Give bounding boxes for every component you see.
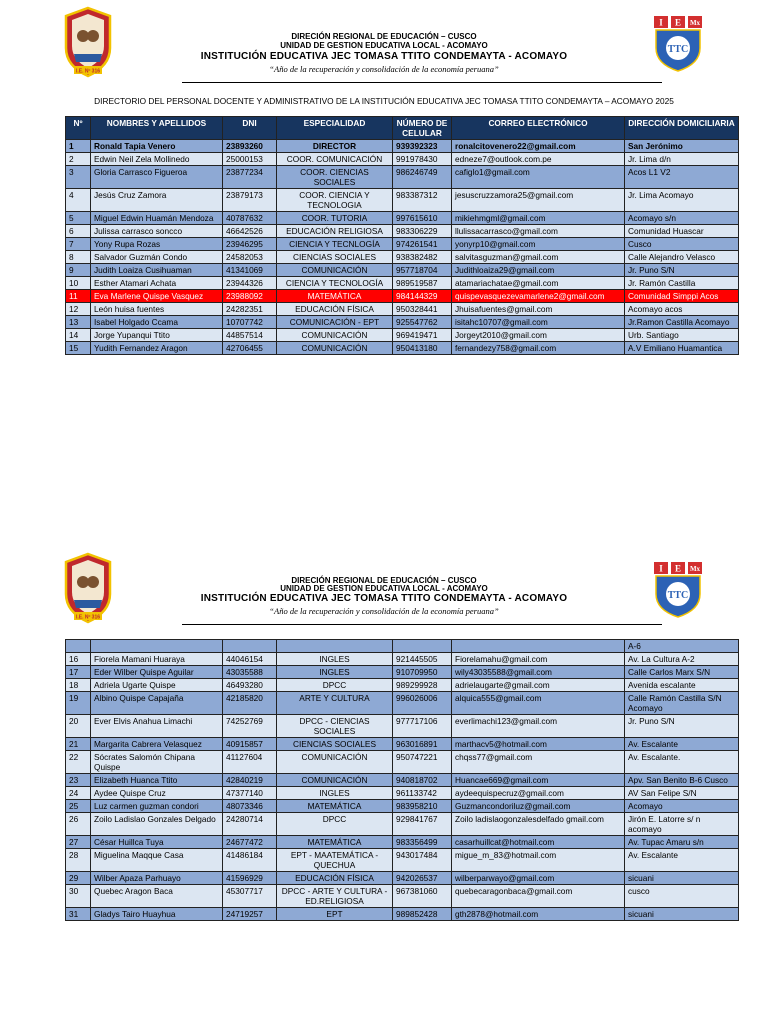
cell-number: 2: [66, 153, 91, 166]
cell-dni: 48073346: [223, 800, 277, 813]
table-row: [66, 800, 739, 813]
table-row: [66, 813, 739, 836]
svg-text:E: E: [674, 17, 682, 28]
cell-specialty: [277, 640, 393, 653]
cell-address: Apv. San Benito B-6 Cusco: [625, 774, 739, 787]
table-row: [66, 738, 739, 751]
cell-specialty: MATEMÁTICA: [277, 836, 393, 849]
cell-phone: 983356499: [393, 836, 452, 849]
institution-shield-logo: [650, 560, 706, 618]
cell-specialty: EDUCACIÓN FÍSICA: [277, 303, 393, 316]
cell-address: Av. Escalante.: [625, 751, 739, 774]
cell-name: Eva Marlene Quispe Vasquez: [91, 290, 223, 303]
cell-specialty: DIRECTOR: [277, 140, 393, 153]
cell-name: Yudith Fernandez Aragon: [91, 342, 223, 355]
cell-name: Miguelina Maqque Casa: [91, 849, 223, 872]
cell-specialty: MATEMÁTICA: [277, 290, 393, 303]
cell-email: quebecaragonbaca@gmail.com: [452, 885, 625, 908]
cell-specialty: DPCC: [277, 813, 393, 836]
cell-email: Zoilo ladislaogonzalesdelfado gmail.com: [452, 813, 625, 836]
cell-address: A.V Emiliano Huamantica: [625, 342, 739, 355]
institution-shield-logo: [650, 14, 706, 72]
cell-name: Jesús Cruz Zamora: [91, 189, 223, 212]
cell-specialty: COOR. COMUNICACIÓN: [277, 153, 393, 166]
table-row: [66, 640, 739, 653]
cell-name: Wilber Apaza Parhuayo: [91, 872, 223, 885]
cell-address: sicuani: [625, 908, 739, 921]
svg-text:Mx: Mx: [689, 565, 701, 573]
cell-email: quispevasquezevamarlene2@gmail.com: [452, 290, 625, 303]
cell-number: 1: [66, 140, 91, 153]
cell-email: alquica555@gmail.com: [452, 692, 625, 715]
cell-specialty: CIENCIAS SOCIALES: [277, 738, 393, 751]
cell-name: Ronald Tapia Venero: [91, 140, 223, 153]
cell-phone: 996026006: [393, 692, 452, 715]
cell-name: Gloria Carrasco Figueroa: [91, 166, 223, 189]
staff-directory-table-page2: [65, 639, 739, 921]
table-header-row: [66, 117, 739, 140]
col-header-phone: NÚMERO DE CELULAR: [393, 117, 452, 140]
cell-phone: 989852428: [393, 908, 452, 921]
cell-email: Jhuisafuentes@gmail.com: [452, 303, 625, 316]
table-row: [66, 251, 739, 264]
cell-address: Av. Escalante: [625, 738, 739, 751]
cell-phone: 984144329: [393, 290, 452, 303]
cell-phone: 961133742: [393, 787, 452, 800]
header-line-ugel: UNIDAD DE GESTION EDUCATIVA LOCAL - ACOMAYO: [280, 584, 488, 593]
cell-name: Quebec Aragon Baca: [91, 885, 223, 908]
cell-email: Guzmancondoriluz@gmail.com: [452, 800, 625, 813]
cell-address: A-6: [625, 640, 739, 653]
table-row: [66, 908, 739, 921]
cell-number: 27: [66, 836, 91, 849]
svg-text:E: E: [674, 563, 682, 574]
cell-name: Jorge Yupanqui Ttito: [91, 329, 223, 342]
cell-phone: 950328441: [393, 303, 452, 316]
cell-address: sicuani: [625, 872, 739, 885]
cell-address: Comunidad Simppi Acos: [625, 290, 739, 303]
table-row: [66, 872, 739, 885]
cell-name: Margarita Cabrera Velasquez: [91, 738, 223, 751]
staff-directory-table-page1: [65, 116, 739, 355]
cell-specialty: EPT - MAATEMÁTICA - QUECHUA: [277, 849, 393, 872]
cell-address: Calle Carlos Marx S/N: [625, 666, 739, 679]
cell-specialty: COMUNICACIÓN: [277, 329, 393, 342]
cell-address: Jr. Puno S/N: [625, 715, 739, 738]
cell-email: Judithloaiza29@gmail.com: [452, 264, 625, 277]
cell-name: Aydee Quispe Cruz: [91, 787, 223, 800]
svg-text:I: I: [659, 563, 663, 574]
cell-name: Yony Rupa Rozas: [91, 238, 223, 251]
cell-number: 18: [66, 679, 91, 692]
cell-email: isitahc10707@gmail.com: [452, 316, 625, 329]
cell-dni: 10707742: [223, 316, 277, 329]
svg-text:TTC: TTC: [667, 590, 689, 601]
cell-dni: 42840219: [223, 774, 277, 787]
cell-number: 16: [66, 653, 91, 666]
cell-dni: 23946295: [223, 238, 277, 251]
cell-name: Sócrates Salomón Chipana Quispe: [91, 751, 223, 774]
cell-number: 22: [66, 751, 91, 774]
cell-email: casarhuillcat@hotmail.com: [452, 836, 625, 849]
cell-phone: 938382482: [393, 251, 452, 264]
table-row: [66, 303, 739, 316]
cell-specialty: CIENCIA Y TECNOLOGÍA: [277, 277, 393, 290]
cell-address: Comunidad Huascar: [625, 225, 739, 238]
header-line-institution: INSTITUCIÓN EDUCATIVA JEC TOMASA TTITO CONDEMAYTA - ACOMAYO: [200, 51, 568, 62]
table-row: [66, 692, 739, 715]
cell-dni: 23944326: [223, 277, 277, 290]
cell-phone: 997615610: [393, 212, 452, 225]
cell-address: Jr. Puno S/N: [625, 264, 739, 277]
col-header-email: CORREO ELECTRÓNICO: [452, 117, 625, 140]
cell-phone: 957718704: [393, 264, 452, 277]
cell-address: Jr. Lima d/n: [625, 153, 739, 166]
header-line-regional: DIRECIÓN REGIONAL DE EDUCACIÓN – CUSCO: [291, 576, 477, 585]
header-rule: [182, 624, 662, 625]
col-header-name: NOMBRES Y APELLIDOS: [91, 117, 223, 140]
cell-specialty: EDUCACIÓN RELIGIOSA: [277, 225, 393, 238]
cell-name: Judith Loaiza Cusihuaman: [91, 264, 223, 277]
cell-number: 19: [66, 692, 91, 715]
cell-name: Albino Quispe Capajaña: [91, 692, 223, 715]
table-row: [66, 212, 739, 225]
cell-dni: 46493280: [223, 679, 277, 692]
table-row: [66, 836, 739, 849]
cell-number: 7: [66, 238, 91, 251]
cell-address: Jr.Ramon Castilla Acomayo: [625, 316, 739, 329]
page1-header: [0, 0, 768, 80]
cell-address: Jr. Ramón Castilla: [625, 277, 739, 290]
cell-email: yonyrp10@gmail.com: [452, 238, 625, 251]
table-row: [66, 679, 739, 692]
table-row: [66, 774, 739, 787]
table-row: [66, 751, 739, 774]
cell-number: 23: [66, 774, 91, 787]
cell-phone: 921445505: [393, 653, 452, 666]
cell-number: 28: [66, 849, 91, 872]
cell-specialty: COOR. CIENCIAS SOCIALES: [277, 166, 393, 189]
cell-phone: 910709950: [393, 666, 452, 679]
cell-specialty: MATEMÁTICA: [277, 800, 393, 813]
table-row: [66, 666, 739, 679]
cell-number: 3: [66, 166, 91, 189]
cell-phone: 940818702: [393, 774, 452, 787]
cell-phone: 929841767: [393, 813, 452, 836]
cell-specialty: INGLES: [277, 787, 393, 800]
cell-email: cafiglo1@gmail.com: [452, 166, 625, 189]
cell-dni: 41596929: [223, 872, 277, 885]
cell-address: Calle Ramón Castilla S/N Acomayo: [625, 692, 739, 715]
cell-name: Isabel Holgado Ccama: [91, 316, 223, 329]
table-row: [66, 849, 739, 872]
cell-dni: 44857514: [223, 329, 277, 342]
cell-address: Av. Tupac Amaru s/n: [625, 836, 739, 849]
cell-phone: 974261541: [393, 238, 452, 251]
cell-specialty: COOR. TUTORIA: [277, 212, 393, 225]
cell-dni: 24677472: [223, 836, 277, 849]
cell-specialty: ARTE Y CULTURA: [277, 692, 393, 715]
svg-text:I.E. Nº 316: I.E. Nº 316: [75, 68, 101, 75]
cell-number: 13: [66, 316, 91, 329]
cell-specialty: INGLES: [277, 653, 393, 666]
cell-dni: 44046154: [223, 653, 277, 666]
svg-text:I: I: [659, 17, 663, 28]
table-row: [66, 329, 739, 342]
cell-number: 12: [66, 303, 91, 316]
cell-address: Cusco: [625, 238, 739, 251]
cell-phone: 983306229: [393, 225, 452, 238]
cell-dni: 23893260: [223, 140, 277, 153]
cell-email: chqss77@gmail.com: [452, 751, 625, 774]
table-row: [66, 264, 739, 277]
cell-address: Urb. Santiago: [625, 329, 739, 342]
col-header-dni: DNI: [223, 117, 277, 140]
cell-phone: 983387312: [393, 189, 452, 212]
cell-name: Edwin Neil Zela Mollinedo: [91, 153, 223, 166]
cell-phone: 942026537: [393, 872, 452, 885]
cell-number: 9: [66, 264, 91, 277]
header-line-institution: INSTITUCIÓN EDUCATIVA JEC TOMASA TTITO CONDEMAYTA - ACOMAYO: [200, 593, 568, 604]
cell-dni: 24282351: [223, 303, 277, 316]
cell-name: Miguel Edwin Huamán Mendoza: [91, 212, 223, 225]
cell-specialty: COMUNICACIÓN: [277, 774, 393, 787]
cell-phone: 967381060: [393, 885, 452, 908]
table-row: [66, 189, 739, 212]
table-row: [66, 153, 739, 166]
cell-dni: 42706455: [223, 342, 277, 355]
cell-email: Jorgeyt2010@gmail.com: [452, 329, 625, 342]
cell-specialty: DPCC: [277, 679, 393, 692]
cell-number: 4: [66, 189, 91, 212]
cell-specialty: EPT: [277, 908, 393, 921]
cell-name: Ever Elvis Anahua Limachi: [91, 715, 223, 738]
cell-number: 17: [66, 666, 91, 679]
table-row: [66, 238, 739, 251]
cell-number: 15: [66, 342, 91, 355]
table-row: [66, 290, 739, 303]
table-row: [66, 316, 739, 329]
cell-address: Av. La Cultura A-2: [625, 653, 739, 666]
col-header-number: Nº: [66, 117, 91, 140]
cell-address: cusco: [625, 885, 739, 908]
cell-number: [66, 640, 91, 653]
cell-phone: 963016891: [393, 738, 452, 751]
cell-address: Acomayo acos: [625, 303, 739, 316]
cell-email: wily43035588@gmail.com: [452, 666, 625, 679]
cell-number: 24: [66, 787, 91, 800]
cell-specialty: DPCC - CIENCIAS SOCIALES: [277, 715, 393, 738]
cell-number: 6: [66, 225, 91, 238]
cell-address: Jirón E. Latorre s/ n acomayo: [625, 813, 739, 836]
cell-name: León huisa fuentes: [91, 303, 223, 316]
cell-email: wilberparwayo@gmail.com: [452, 872, 625, 885]
cell-name: Julissa carrasco soncco: [91, 225, 223, 238]
cell-name: Adriela Ugarte Quispe: [91, 679, 223, 692]
cell-number: 26: [66, 813, 91, 836]
cell-specialty: EDUCACIÓN FÍSICA: [277, 872, 393, 885]
cell-dni: 41341069: [223, 264, 277, 277]
cell-specialty: CIENCIAS SOCIALES: [277, 251, 393, 264]
cell-dni: 46642526: [223, 225, 277, 238]
cell-dni: 43035588: [223, 666, 277, 679]
cell-phone: 989519587: [393, 277, 452, 290]
cell-email: migue_m_83@hotmail.com: [452, 849, 625, 872]
cell-name: Esther Atamari Achata: [91, 277, 223, 290]
table-row: [66, 653, 739, 666]
cell-phone: 969419471: [393, 329, 452, 342]
cell-dni: 74252769: [223, 715, 277, 738]
cell-dni: 23877234: [223, 166, 277, 189]
cell-name: Salvador Guzmán Condo: [91, 251, 223, 264]
cell-specialty: CIENCIA Y TECNLOGÍA: [277, 238, 393, 251]
table-row: [66, 277, 739, 290]
cell-phone: 986246749: [393, 166, 452, 189]
cell-dni: 24280714: [223, 813, 277, 836]
cell-email: Fiorelamahu@gmail.com: [452, 653, 625, 666]
cell-address: Acomayo s/n: [625, 212, 739, 225]
header-rule: [182, 82, 662, 83]
table-row: [66, 225, 739, 238]
cell-number: 8: [66, 251, 91, 264]
cell-number: 14: [66, 329, 91, 342]
col-header-address: DIRECCIÓN DOMICILIARIA: [625, 117, 739, 140]
cell-dni: 25000153: [223, 153, 277, 166]
cell-specialty: COOR. CIENCIA Y TECNOLOGIA: [277, 189, 393, 212]
svg-text:TTC: TTC: [667, 44, 689, 55]
cell-email: adrielaugarte@gmail.com: [452, 679, 625, 692]
cell-dni: 40787632: [223, 212, 277, 225]
cell-email: salvitasguzman@gmail.com: [452, 251, 625, 264]
header-line-motto: “Año de la recuperación y consolidación de la economía peruana”: [269, 64, 499, 74]
cell-specialty: INGLES: [277, 666, 393, 679]
cell-email: Huancae669@gmail.com: [452, 774, 625, 787]
cell-email: atamariachatae@gmail.com: [452, 277, 625, 290]
cell-dni: 41486184: [223, 849, 277, 872]
cell-phone: 925547762: [393, 316, 452, 329]
cell-dni: 45307717: [223, 885, 277, 908]
cell-number: 5: [66, 212, 91, 225]
directory-title: DIRECTORIO DEL PERSONAL DOCENTE Y ADMINISTRATIVO DE LA INSTITUCIÓN EDUCATIVA JEC TOMASA TTITO CONDEMAYTA – ACOMAYO 2025: [94, 96, 674, 106]
cell-name: Zoilo Ladislao Gonzales Delgado: [91, 813, 223, 836]
svg-text:I.E. Nº 316: I.E. Nº 316: [75, 614, 101, 621]
cell-address: Acos L1 V2: [625, 166, 739, 189]
cell-phone: 991978430: [393, 153, 452, 166]
table-row: [66, 715, 739, 738]
table-row: [66, 166, 739, 189]
cell-specialty: DPCC - ARTE Y CULTURA - ED.RELIGIOSA: [277, 885, 393, 908]
cell-email: marthacv5@hotmail.com: [452, 738, 625, 751]
cell-email: gth2878@hotmail.com: [452, 908, 625, 921]
cell-dni: [223, 640, 277, 653]
table-row: [66, 885, 739, 908]
cell-name: Elizabeth Huanca Ttito: [91, 774, 223, 787]
cell-phone: 989299928: [393, 679, 452, 692]
cell-email: edneze7@outlook.com.pe: [452, 153, 625, 166]
cell-number: 11: [66, 290, 91, 303]
cell-address: AV San Felipe S/N: [625, 787, 739, 800]
cell-email: llulissacarrasco@gmail.com: [452, 225, 625, 238]
cell-email: ronalcitovenero22@gmail.com: [452, 140, 625, 153]
cell-number: 31: [66, 908, 91, 921]
cell-name: Luz carmen guzman condori: [91, 800, 223, 813]
cell-dni: 40915857: [223, 738, 277, 751]
cell-name: César Huillca Tuya: [91, 836, 223, 849]
cell-phone: [393, 640, 452, 653]
cell-email: fernandezy758@gmail.com: [452, 342, 625, 355]
cell-address: Avenida escalante: [625, 679, 739, 692]
cell-address: San Jerónimo: [625, 140, 739, 153]
cell-number: 21: [66, 738, 91, 751]
table-row: [66, 787, 739, 800]
cell-name: [91, 640, 223, 653]
table-row: [66, 342, 739, 355]
cell-email: everlimachi123@gmail.com: [452, 715, 625, 738]
cell-phone: 939392323: [393, 140, 452, 153]
cell-number: 20: [66, 715, 91, 738]
cell-dni: 24719257: [223, 908, 277, 921]
cell-email: mikiehmgml@gmail.com: [452, 212, 625, 225]
cell-dni: 24582053: [223, 251, 277, 264]
cell-specialty: COMUNICACIÓN: [277, 264, 393, 277]
cell-specialty: COMUNICACIÓN: [277, 342, 393, 355]
header-line-ugel: UNIDAD DE GESTION EDUCATIVA LOCAL - ACOMAYO: [280, 41, 488, 50]
cell-dni: 47377140: [223, 787, 277, 800]
svg-text:Mx: Mx: [689, 19, 701, 27]
cell-number: 30: [66, 885, 91, 908]
cell-address: Calle Alejandro Velasco: [625, 251, 739, 264]
cell-phone: 950413180: [393, 342, 452, 355]
cell-address: Av. Escalante: [625, 849, 739, 872]
cell-phone: 977717106: [393, 715, 452, 738]
cell-number: 10: [66, 277, 91, 290]
cell-email: aydeequispecruz@gmail.com: [452, 787, 625, 800]
cell-address: Jr. Lima Acomayo: [625, 189, 739, 212]
cell-email: jesuscruzzamora25@gmail.com: [452, 189, 625, 212]
cell-email: [452, 640, 625, 653]
cell-specialty: COMUNICACIÓN: [277, 751, 393, 774]
cell-name: Fiorela Mamani Huaraya: [91, 653, 223, 666]
col-header-specialty: ESPECIALIDAD: [277, 117, 393, 140]
header-line-regional: DIRECIÓN REGIONAL DE EDUCACIÓN – CUSCO: [291, 32, 477, 41]
cell-phone: 983958210: [393, 800, 452, 813]
cell-dni: 42185820: [223, 692, 277, 715]
cell-address: Acomayo: [625, 800, 739, 813]
header-line-motto: “Año de la recuperación y consolidación de la economía peruana”: [269, 606, 499, 616]
cell-name: Eder Wilber Quispe Aguilar: [91, 666, 223, 679]
table-row: [66, 140, 739, 153]
page2-header: [0, 546, 768, 626]
cell-number: 25: [66, 800, 91, 813]
cell-dni: 23988092: [223, 290, 277, 303]
cell-phone: 950747221: [393, 751, 452, 774]
cell-phone: 943017484: [393, 849, 452, 872]
cell-dni: 23879173: [223, 189, 277, 212]
cell-specialty: COMUNICACIÓN - EPT: [277, 316, 393, 329]
cell-name: Gladys Tairo Huayhua: [91, 908, 223, 921]
cell-number: 29: [66, 872, 91, 885]
cell-dni: 41127604: [223, 751, 277, 774]
